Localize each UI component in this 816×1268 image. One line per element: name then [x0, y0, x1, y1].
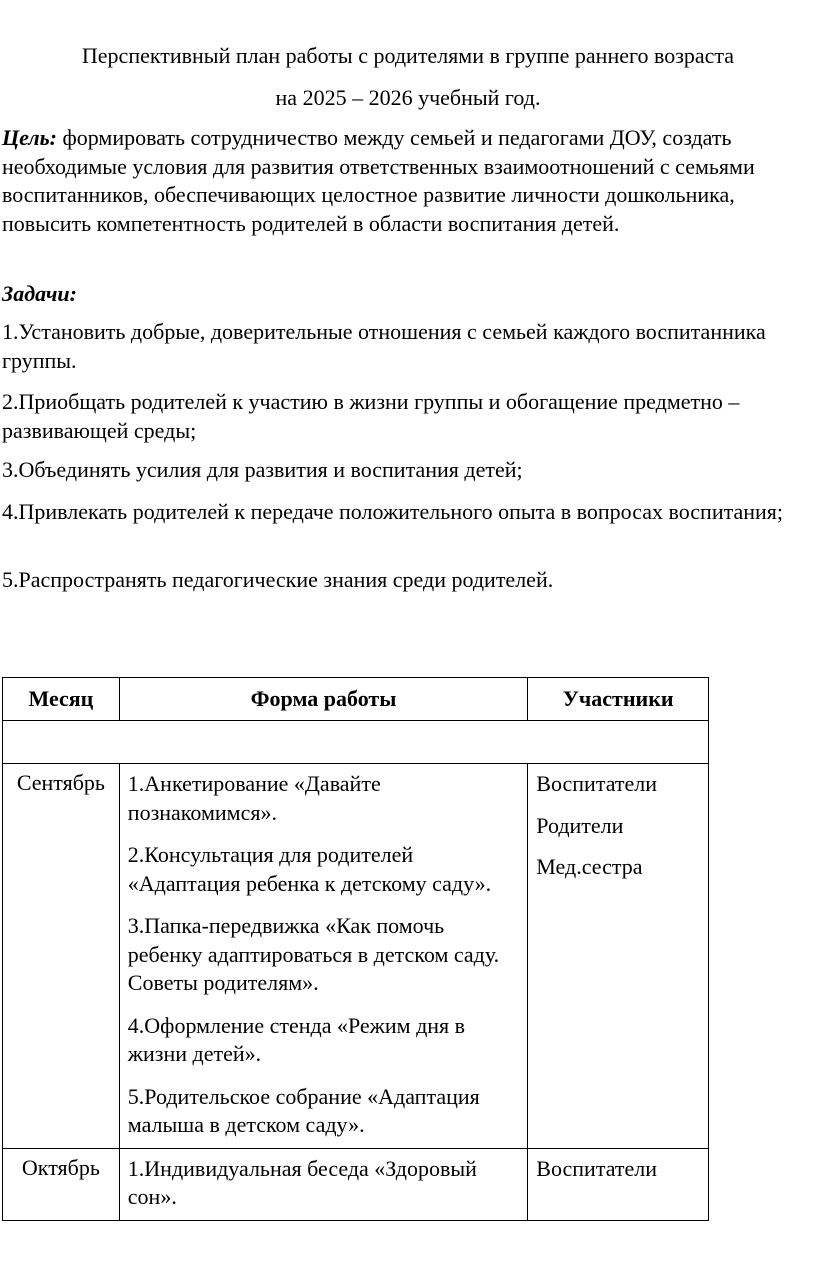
form-item: 2.Консультация для родителей «Адаптация ребенка к детскому саду».	[127, 842, 492, 896]
participants-cell	[528, 1148, 709, 1220]
form-item: 5.Родительское собрание «Адаптация малыша в детском саду».	[127, 1083, 480, 1137]
header-participants: Участники	[528, 678, 709, 721]
table-row	[3, 764, 709, 1149]
task-item: 4.Привлекать родителей к передаче положительного опыта в вопросах воспитания;	[2, 499, 784, 524]
plan-table	[2, 677, 709, 1221]
participants-cell	[528, 764, 709, 1149]
forms-cell	[119, 764, 527, 1149]
task-item: 5.Распространять педагогические знания среди родителей.	[2, 567, 554, 592]
tasks-heading: Задачи:	[2, 281, 77, 306]
goal-paragraph	[2, 124, 814, 238]
month-label: Сентябрь	[16, 770, 105, 795]
form-item: 4.Оформление стенда «Режим дня в жизни детей».	[127, 1012, 466, 1066]
document-subtitle: на 2025 – 2026 учебный год.	[275, 85, 541, 110]
form-item: 3.Папка-передвижка «Как помочь ребенку адаптироваться в детском саду. Советы родителям».	[127, 913, 500, 995]
header-form: Форма работы	[119, 678, 527, 721]
month-cell	[3, 1148, 120, 1220]
month-cell	[3, 764, 120, 1149]
participant: Воспитатели	[536, 771, 658, 796]
header-month: Месяц	[3, 678, 120, 721]
participant: Родители	[536, 812, 624, 838]
participant: Воспитатели	[536, 1155, 658, 1181]
form-item: 1.Анкетирование «Давайте познакомимся».	[127, 771, 381, 825]
participant: Мед.сестра	[536, 854, 643, 879]
task-item: 3.Объединять усилия для развития и воспитания детей;	[2, 457, 523, 482]
table-row	[3, 1148, 709, 1220]
task-item: 2.Приобщать родителей к участию в жизни группы и обогащение предметно – развивающей среды;	[2, 389, 740, 443]
task-item: 1.Установить добрые, доверительные отношения с семьей каждого воспитанника группы.	[2, 319, 766, 373]
document-title: Перспективный план работы с родителями в группе раннего возраста	[81, 43, 735, 68]
form-item: 1.Индивидуальная беседа «Здоровый сон».	[127, 1155, 477, 1209]
forms-cell	[119, 1148, 527, 1220]
goal-text: формировать сотрудничество между семьей и педагогами ДОУ, создать необходимые условия для развития ответственных взаимоотношений с семьями воспитанников, обеспечивающих целостное развитие личности дошкольника, повысить компетентность родителей в области воспитания детей.	[2, 125, 755, 236]
goal-label: Цель:	[2, 125, 57, 150]
table-empty-row	[3, 721, 709, 764]
table-header-row	[3, 678, 709, 721]
empty-cell	[3, 721, 709, 764]
month-label: Октябрь	[21, 1154, 100, 1180]
